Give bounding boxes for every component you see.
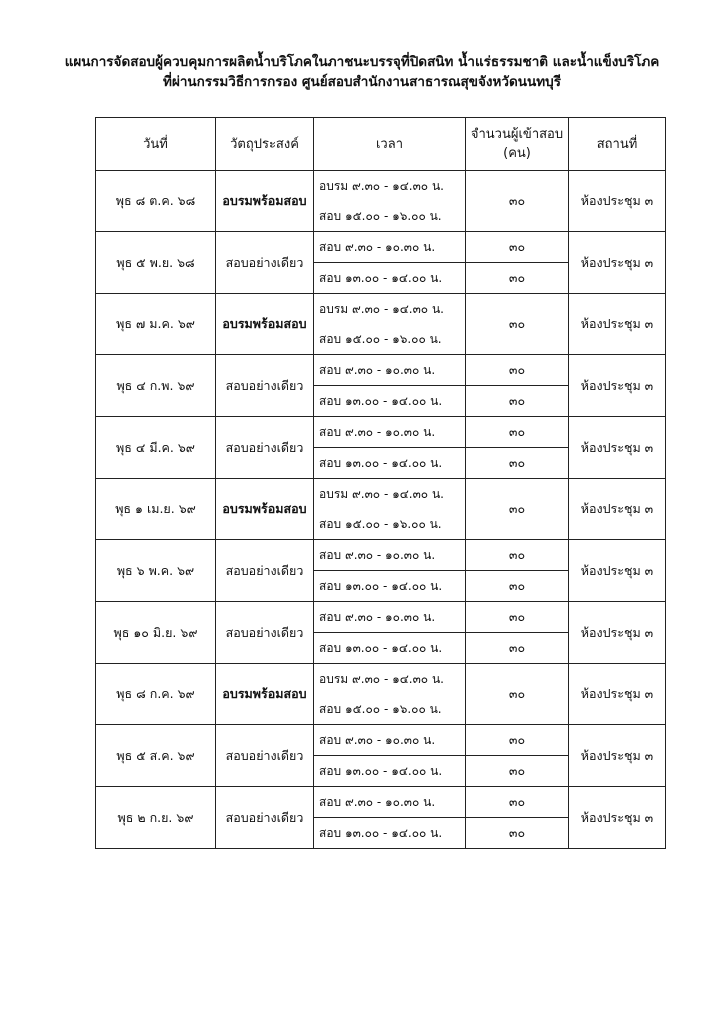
time-slot: สอบ ๙.๓๐ - ๑๐.๓๐ น. bbox=[314, 540, 466, 571]
row-venue: ห้องประชุม ๓ bbox=[569, 540, 666, 602]
row-time-slots bbox=[314, 171, 466, 232]
row-purpose: สอบอย่างเดียว bbox=[216, 787, 314, 849]
row-venue: ห้องประชุม ๓ bbox=[569, 171, 666, 232]
row-venue: ห้องประชุม ๓ bbox=[569, 232, 666, 294]
document-title bbox=[40, 52, 684, 92]
row-participant-count: ๓๐ bbox=[466, 756, 569, 787]
row-participant-count: ๓๐ bbox=[466, 294, 569, 355]
row-date: พุธ ๖ พ.ค. ๖๙ bbox=[96, 540, 216, 602]
row-date: พุธ ๘ ต.ค. ๖๘ bbox=[96, 171, 216, 232]
table-row bbox=[96, 787, 666, 818]
time-slot: สอบ ๙.๓๐ - ๑๐.๓๐ น. bbox=[314, 355, 466, 386]
row-purpose: สอบอย่างเดียว bbox=[216, 355, 314, 417]
row-venue: ห้องประชุม ๓ bbox=[569, 417, 666, 479]
row-participant-count: ๓๐ bbox=[466, 571, 569, 602]
row-date: พุธ ๗ ม.ค. ๖๙ bbox=[96, 294, 216, 355]
header-time: เวลา bbox=[314, 118, 466, 171]
row-participant-count: ๓๐ bbox=[466, 787, 569, 818]
row-participant-count: ๓๐ bbox=[466, 540, 569, 571]
row-purpose: อบรมพร้อมสอบ bbox=[216, 664, 314, 725]
row-time-slots bbox=[314, 294, 466, 355]
row-participant-count: ๓๐ bbox=[466, 355, 569, 386]
row-purpose: สอบอย่างเดียว bbox=[216, 602, 314, 664]
row-date: พุธ ๑ เม.ย. ๖๙ bbox=[96, 479, 216, 540]
time-slot: สอบ ๙.๓๐ - ๑๐.๓๐ น. bbox=[314, 602, 466, 633]
header-date: วันที่ bbox=[96, 118, 216, 171]
row-purpose: อบรมพร้อมสอบ bbox=[216, 294, 314, 355]
table-row bbox=[96, 171, 666, 232]
header-participant-count bbox=[466, 118, 569, 171]
row-venue: ห้องประชุม ๓ bbox=[569, 479, 666, 540]
row-venue: ห้องประชุม ๓ bbox=[569, 294, 666, 355]
row-date: พุธ ๒ ก.ย. ๖๙ bbox=[96, 787, 216, 849]
row-purpose: สอบอย่างเดียว bbox=[216, 417, 314, 479]
time-slot: สอบ ๑๓.๐๐ - ๑๔.๐๐ น. bbox=[314, 756, 466, 787]
time-slot: สอบ ๑๓.๐๐ - ๑๔.๐๐ น. bbox=[314, 263, 466, 294]
table-row bbox=[96, 479, 666, 540]
row-purpose: อบรมพร้อมสอบ bbox=[216, 479, 314, 540]
row-venue: ห้องประชุม ๓ bbox=[569, 787, 666, 849]
row-participant-count: ๓๐ bbox=[466, 417, 569, 448]
header-count-line-1: จำนวนผู้เข้าสอบ bbox=[470, 127, 564, 142]
row-participant-count: ๓๐ bbox=[466, 386, 569, 417]
row-participant-count: ๓๐ bbox=[466, 725, 569, 756]
row-time-slots bbox=[314, 664, 466, 725]
time-slot: สอบ ๑๓.๐๐ - ๑๔.๐๐ น. bbox=[314, 571, 466, 602]
time-slot: สอบ ๑๕.๐๐ - ๑๖.๐๐ น. bbox=[319, 332, 442, 346]
row-date: พุธ ๕ พ.ย. ๖๘ bbox=[96, 232, 216, 294]
row-time-slots bbox=[314, 479, 466, 540]
time-slot: สอบ ๑๕.๐๐ - ๑๖.๐๐ น. bbox=[319, 209, 442, 223]
row-venue: ห้องประชุม ๓ bbox=[569, 664, 666, 725]
row-purpose: อบรมพร้อมสอบ bbox=[216, 171, 314, 232]
row-purpose: สอบอย่างเดียว bbox=[216, 232, 314, 294]
time-slot: อบรม ๙.๓๐ - ๑๔.๓๐ น. bbox=[319, 672, 444, 686]
table-row bbox=[96, 725, 666, 756]
row-participant-count: ๓๐ bbox=[466, 664, 569, 725]
time-slot: สอบ ๑๕.๐๐ - ๑๖.๐๐ น. bbox=[319, 517, 442, 531]
time-slot: สอบ ๑๓.๐๐ - ๑๔.๐๐ น. bbox=[314, 633, 466, 664]
time-slot: สอบ ๑๕.๐๐ - ๑๖.๐๐ น. bbox=[319, 702, 442, 716]
time-slot: สอบ ๑๓.๐๐ - ๑๔.๐๐ น. bbox=[314, 386, 466, 417]
time-slot: อบรม ๙.๓๐ - ๑๔.๓๐ น. bbox=[319, 302, 444, 316]
row-date: พุธ ๕ ส.ค. ๖๙ bbox=[96, 725, 216, 787]
row-participant-count: ๓๐ bbox=[466, 263, 569, 294]
header-venue: สถานที่ bbox=[569, 118, 666, 171]
row-date: พุธ ๔ ก.พ. ๖๙ bbox=[96, 355, 216, 417]
row-participant-count: ๓๐ bbox=[466, 602, 569, 633]
row-venue: ห้องประชุม ๓ bbox=[569, 602, 666, 664]
time-slot: สอบ ๑๓.๐๐ - ๑๔.๐๐ น. bbox=[314, 818, 466, 849]
row-venue: ห้องประชุม ๓ bbox=[569, 355, 666, 417]
time-slot: สอบ ๑๓.๐๐ - ๑๔.๐๐ น. bbox=[314, 448, 466, 479]
time-slot: อบรม ๙.๓๐ - ๑๔.๓๐ น. bbox=[319, 179, 444, 193]
row-participant-count: ๓๐ bbox=[466, 818, 569, 849]
title-line-1: แผนการจัดสอบผู้ควบคุมการผลิตน้ำบริโภคในภาชนะบรรจุที่ปิดสนิท น้ำแร่ธรรมชาติ และน้ำแข็งบริโภค bbox=[64, 54, 660, 70]
row-participant-count: ๓๐ bbox=[466, 171, 569, 232]
row-participant-count: ๓๐ bbox=[466, 633, 569, 664]
time-slot: อบรม ๙.๓๐ - ๑๔.๓๐ น. bbox=[319, 487, 444, 501]
row-purpose: สอบอย่างเดียว bbox=[216, 725, 314, 787]
table-row bbox=[96, 540, 666, 571]
table-row bbox=[96, 232, 666, 263]
schedule-table bbox=[95, 117, 666, 849]
time-slot: สอบ ๙.๓๐ - ๑๐.๓๐ น. bbox=[314, 787, 466, 818]
table-row bbox=[96, 355, 666, 386]
table-row bbox=[96, 602, 666, 633]
schedule-body bbox=[96, 171, 666, 849]
row-participant-count: ๓๐ bbox=[466, 479, 569, 540]
row-date: พุธ ๑๐ มิ.ย. ๖๙ bbox=[96, 602, 216, 664]
time-slot: สอบ ๙.๓๐ - ๑๐.๓๐ น. bbox=[314, 232, 466, 263]
time-slot: สอบ ๙.๓๐ - ๑๐.๓๐ น. bbox=[314, 417, 466, 448]
time-slot: สอบ ๙.๓๐ - ๑๐.๓๐ น. bbox=[314, 725, 466, 756]
table-row bbox=[96, 294, 666, 355]
header-purpose: วัตถุประสงค์ bbox=[216, 118, 314, 171]
row-participant-count: ๓๐ bbox=[466, 232, 569, 263]
table-row bbox=[96, 417, 666, 448]
row-date: พุธ ๘ ก.ค. ๖๙ bbox=[96, 664, 216, 725]
row-venue: ห้องประชุม ๓ bbox=[569, 725, 666, 787]
row-participant-count: ๓๐ bbox=[466, 448, 569, 479]
table-row bbox=[96, 664, 666, 725]
header-count-line-2: (คน) bbox=[503, 146, 531, 161]
row-date: พุธ ๔ มี.ค. ๖๙ bbox=[96, 417, 216, 479]
table-header-row bbox=[96, 118, 666, 171]
row-purpose: สอบอย่างเดียว bbox=[216, 540, 314, 602]
title-line-2: ที่ผ่านกรรมวิธีการกรอง ศูนย์สอบสำนักงานสาธารณสุขจังหวัดนนทบุรี bbox=[163, 74, 561, 90]
